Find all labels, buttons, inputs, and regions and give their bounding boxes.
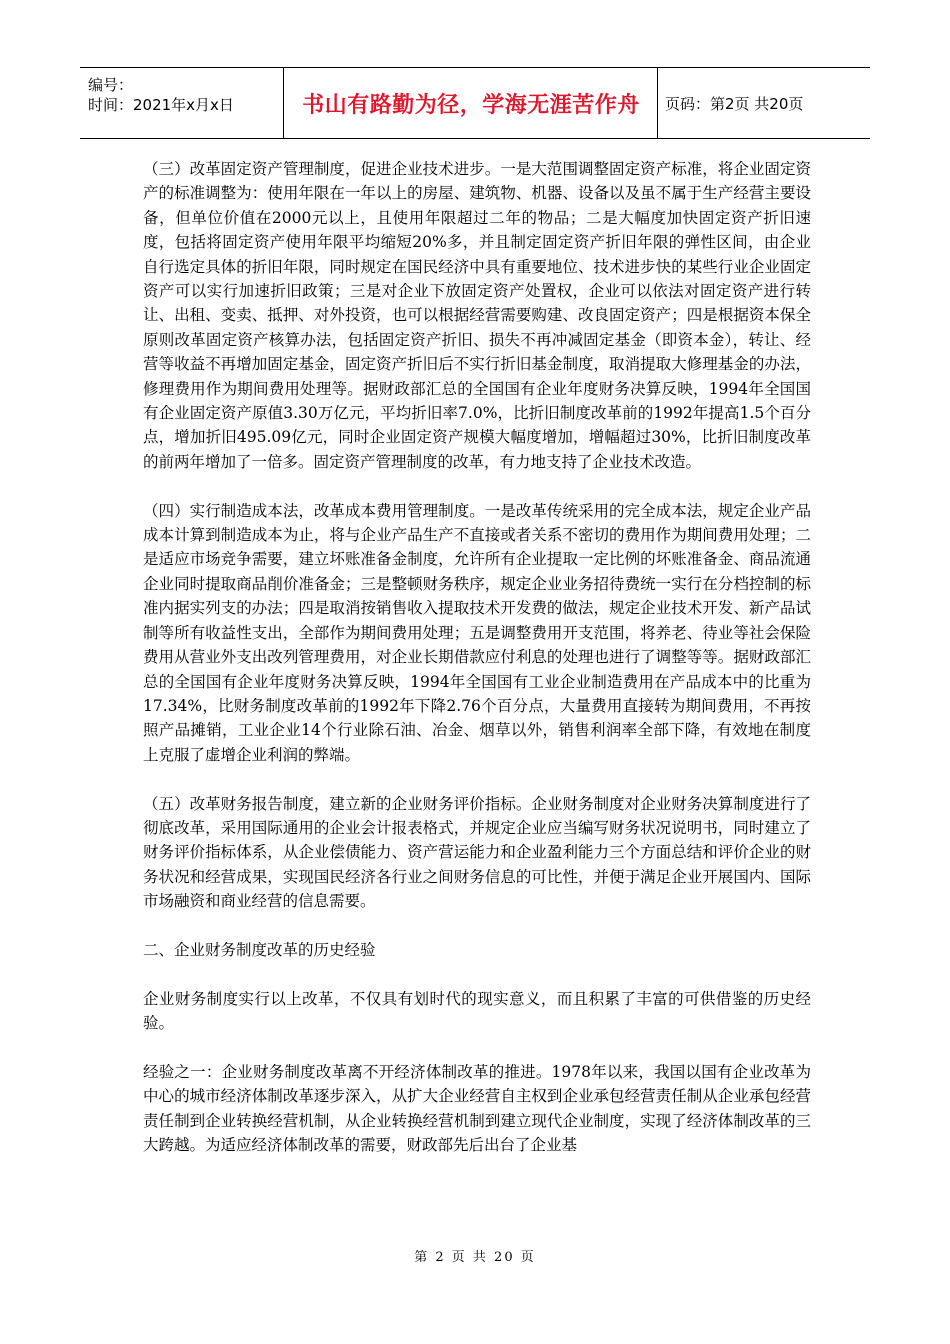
header-motto: 书山有路勤为径，学海无涯苦作舟 <box>302 92 640 118</box>
header-divider <box>657 68 658 138</box>
time-label: 时间：2021年x月x日 <box>88 96 234 114</box>
paragraph-intro-experience: 企业财务制度实行以上改革，不仅具有划时代的现实意义，而且积累了丰富的可供借鉴的历史经验。 <box>143 989 811 1033</box>
paragraph-section-4: （四）实行制造成本法，改革成本费用管理制度。一是改革传统采用的完全成本法，规定企业产品成本计算到制造成本为止，将与企业产品生产不直接或者关系不密切的费用作为期间费用处理；二是适应市场竞争需要，建立坏账准备金制度，允许所有企业提取一定比例的坏账准备金、商品流通企业同时提取商品削价准备金；三是整顿财务秩序，规定企业业务招待费统一实行在分档控制的标准内据实列支的办法；四是取消按销售收入提取技术开发费的做法，规定企业技术开发、新产品试制等所有收益性支出，全部作为期间费用处理；五是调整费用开支范围，将养老、待业等社会保险费用从营业外支出改列管理费用，对企业长期借款应付利息的处理也进行了调整等等。据财政部汇总的全国国有企业年度财务决算反映，1994年全国国有工业企业制造费用在产品成本中的比重为17.34%，比财务制度改革前的1992年下降2.76个百分点，大量费用直接转为期间费用，不再按照产品摊销，工业企业14个行业除石油、冶金、烟草以外，销售利润率全部下降，有效地在制度上克服了虚增企业利润的弊端。 <box>143 501 811 764</box>
header-meta <box>80 68 282 138</box>
paragraph-experience-1: 经验之一：企业财务制度改革离不开经济体制改革的推进。1978年以来，我国以国有企业改革为中心的城市经济体制改革逐步深入，从扩大企业经营自主权到企业承包经营责任制从企业承包经营责任制到企业转换经营机制，从企业转换经营机制到建立现代企业制度，实现了经济体制改革的三大跨越。为适应经济体制改革的需要，财政部先后出台了企业基 <box>143 1062 811 1155</box>
header-page-info: 页码：第2页 共20页 <box>665 94 804 113</box>
document-body <box>143 157 811 1182</box>
section-heading: 二、企业财务制度改革的历史经验 <box>143 940 376 959</box>
paragraph-section-3: （三）改革固定资产管理制度，促进企业技术进步。一是大范围调整固定资产标准，将企业固定资产的标准调整为：使用年限在一年以上的房屋、建筑物、机器、设备以及虽不属于生产经营主要设备，但单位价值在2000元以上，且使用年限超过二年的物品；二是大幅度加快固定资产折旧速度，包括将固定资产使用年限平均缩短20%多，并且制定固定资产折旧年限的弹性区间，由企业自行选定具体的折旧年限，同时规定在国民经济中具有重要地位、技术进步快的某些行业企业固定资产可以实行加速折旧政策；三是对企业下放固定资产处置权，企业可以依法对固定资产进行转让、出租、变卖、抵押、对外投资，也可以根据经营需要购建、改良固定资产；四是根据资本保全原则改革固定资产核算办法，包括固定资产折旧、损失不再冲减固定基金（即资本金），转让、经营等收益不再增加固定基金，固定资产折旧后不实行折旧基金制度，取消提取大修理基金的办法，修理费用作为期间费用处理等。据财政部汇总的全国国有企业年度财务决算反映，1994年全国国有企业固定资产原值3.30万亿元，平均折旧率7.0%，比折旧制度改革前的1992年提高1.5个百分点，增加折旧495.09亿元，同时企业固定资产规模大幅度增加，增幅超过30%，比折旧制度改革的前两年增加了一倍多。固定资产管理制度的改革，有力地支持了企业技术改造。 <box>143 160 811 471</box>
number-label: 编号： <box>88 76 134 94</box>
page-header <box>80 67 870 139</box>
paragraph-section-5: （五）改革财务报告制度，建立新的企业财务评价指标。企业财务制度对企业财务决算制度进行了彻底改革，采用国际通用的企业会计报表格式，并规定企业应当编写财务状况说明书，同时建立了财务评价指标体系，从企业偿债能力、资产营运能力和企业盈利能力三个方面总结和评价企业的财务状况和经营成果，实现国民经济各行业之间财务信息的可比性，并便于满足企业开展国内、国际市场融资和商业经营的信息需要。 <box>143 794 811 911</box>
page-footer: 第 2 页 共 20 页 <box>414 1250 536 1265</box>
